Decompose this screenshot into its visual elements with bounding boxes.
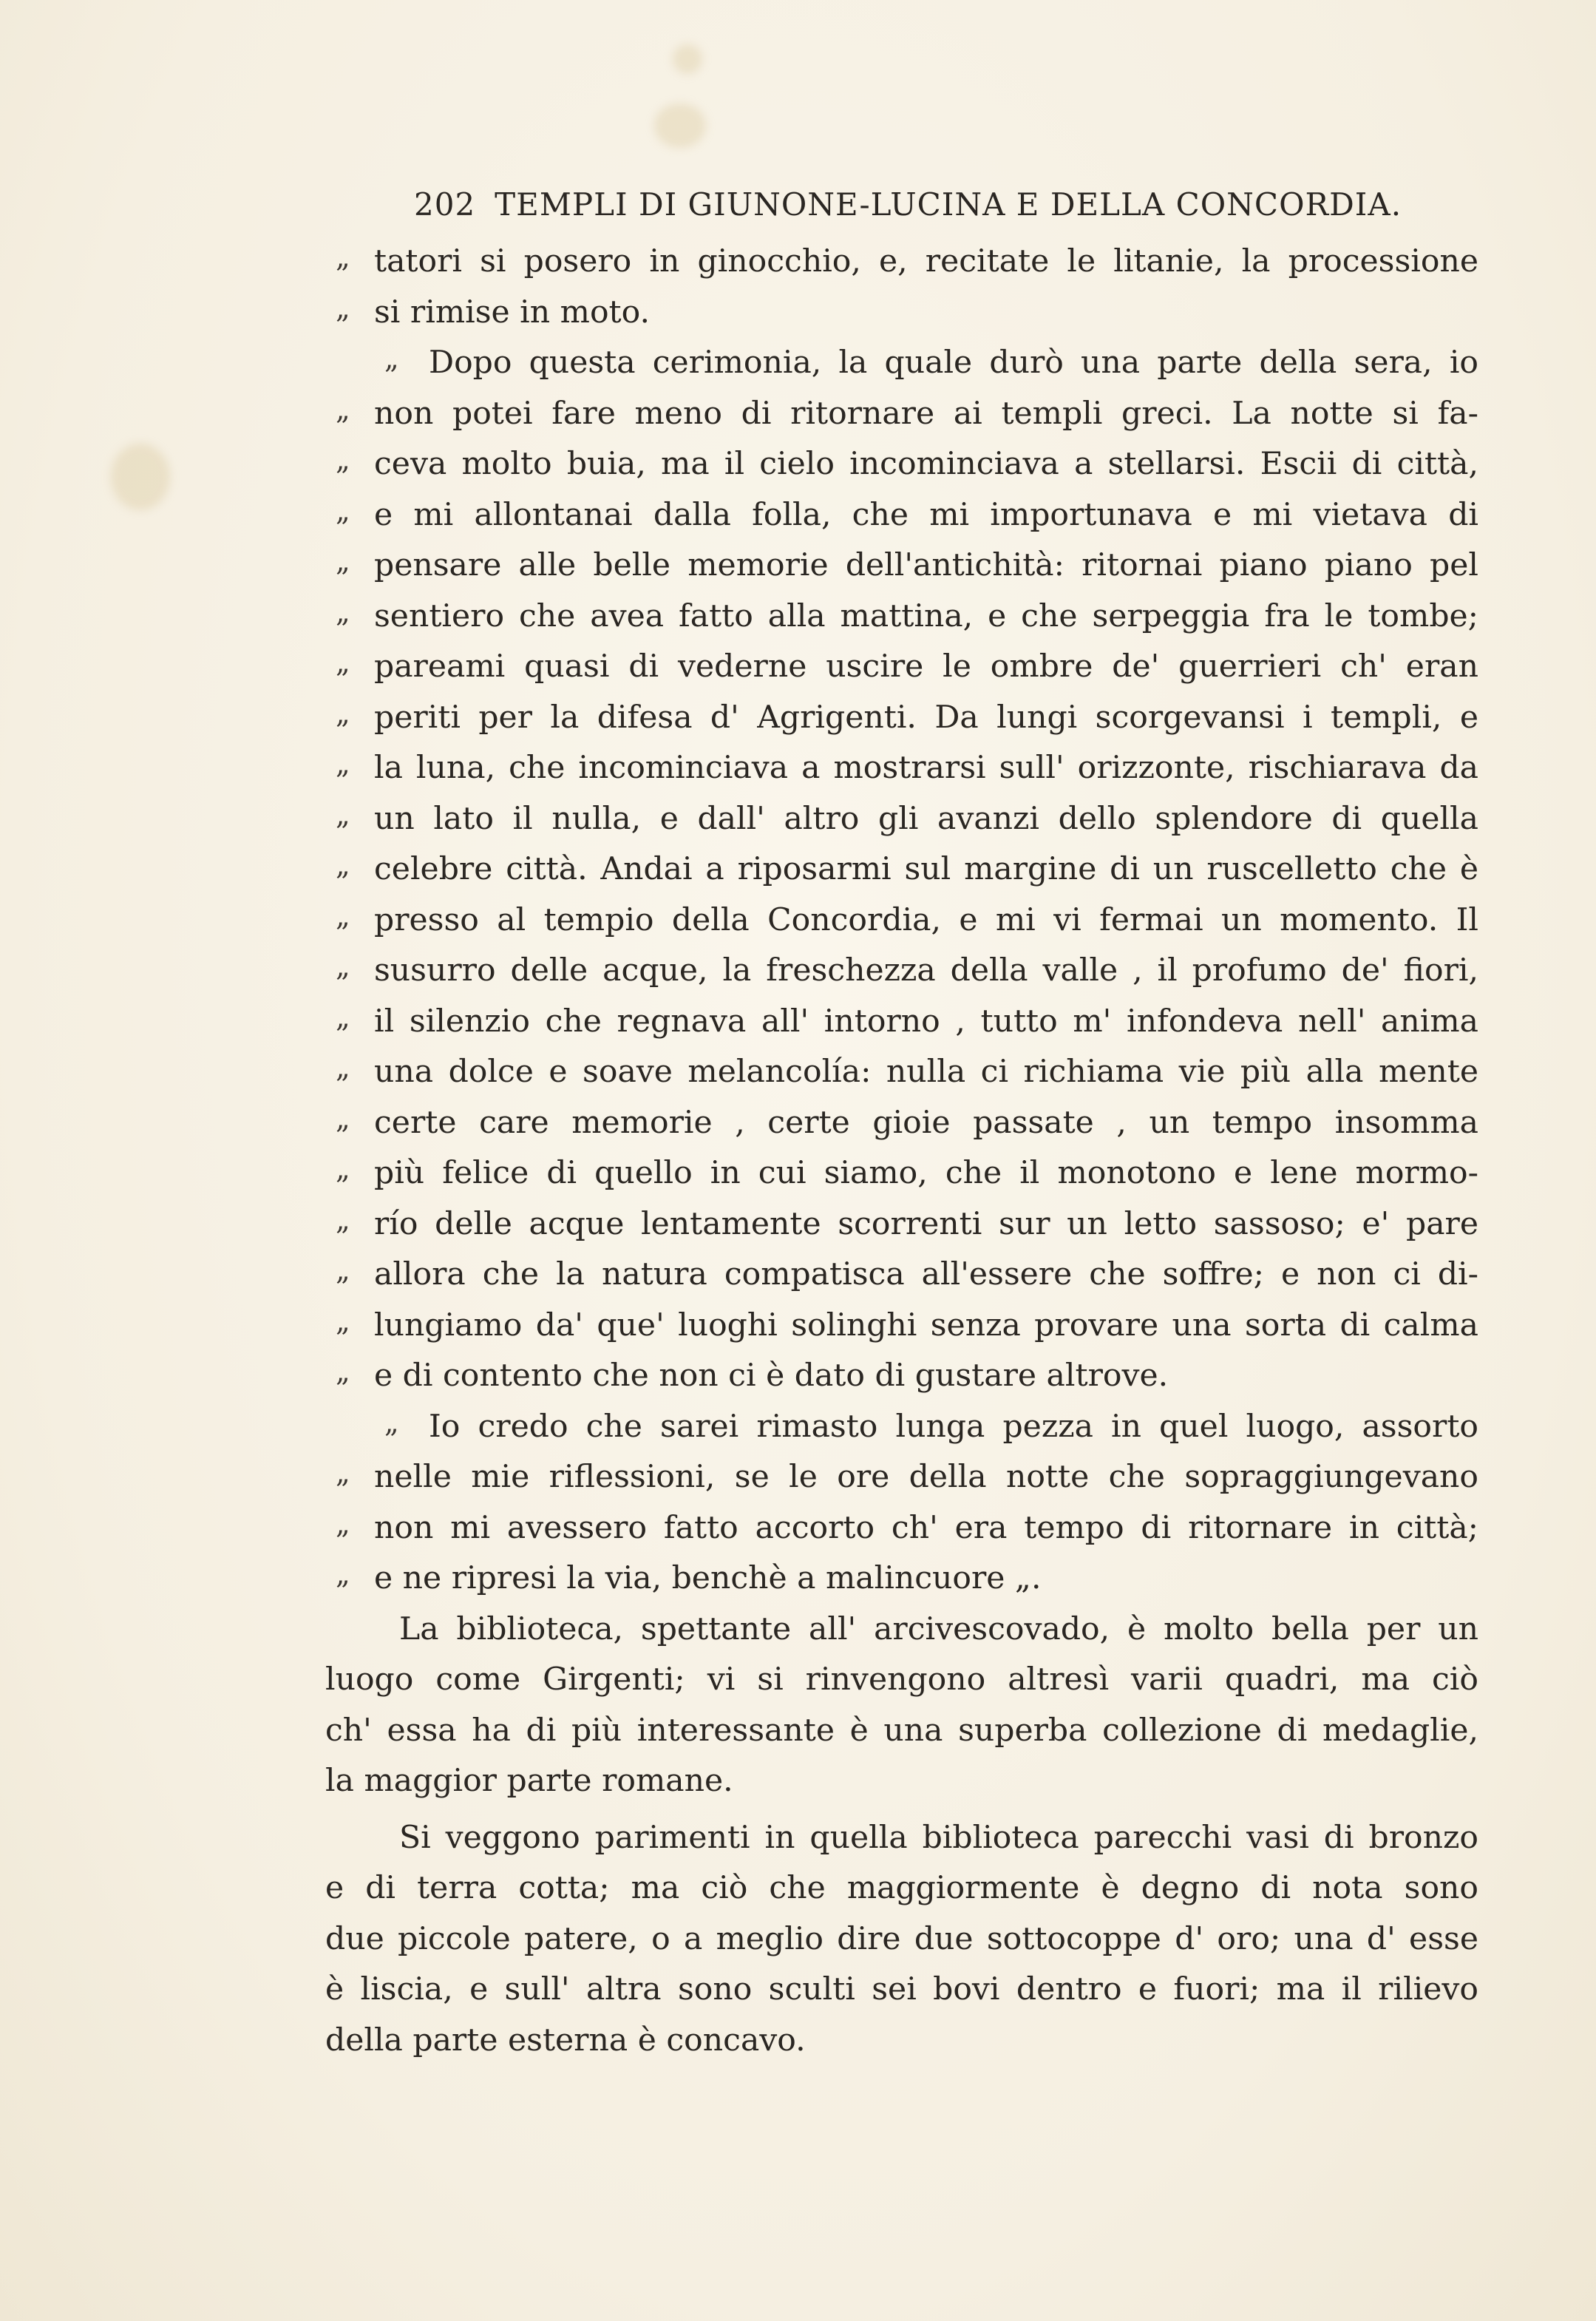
text-line: „ Dopo questa cerimonia, la quale durò una parte della sera, io [325,338,1478,389]
text-line: „ periti per la difesa d' Agrigenti. Da lungi scorgevansi i templi, e [325,693,1478,744]
text-line: „ non mi avessero fatto accorto ch' era tempo di ritornare in città; [325,1503,1478,1554]
text-line: „ pensare alle belle memorie dell'antichità: ritornai piano piano pel [325,541,1478,592]
text-line: della parte esterna è concavo. [325,2022,806,2059]
text-line: e di terra cotta; ma ciò che maggiormente è degno di nota sono [325,1870,1478,1906]
text-line: „ una dolce e soave melancolía: nulla ci richiama vie più alla mente [325,1047,1478,1098]
text-line: due piccole patere, o a meglio dire due sottocoppe d' oro; una d' esse [325,1920,1478,1957]
text-line: „ Io credo che sarei rimasto lunga pezza in quel luogo, assorto [325,1402,1478,1453]
text-line: „ più felice di quello in cui siamo, che il monotono e lene mormo- [325,1148,1478,1199]
page-number: 202 [414,186,476,223]
text-line: è liscia, e sull' altra sono sculti sei bovi dentro e fuori; ma il rilievo [325,1971,1478,2007]
text-line: „ ceva molto buia, ma il cielo incominciava a stellarsi. Escii di città, [325,439,1478,490]
body-text [325,237,1478,2066]
running-head [414,186,1405,234]
text-line: „ presso al tempio della Concordia, e mi vi fermai un momento. Il [325,895,1478,946]
text-line: „ e di contento che non ci è dato di gustare altrove. [325,1351,1478,1402]
paper-stain [673,44,702,74]
text-line: ch' essa ha di più interessante è una superba collezione di medaglie, [325,1712,1478,1749]
text-line: „ la luna, che incominciava a mostrarsi sull' orizzonte, rischiarava da [325,743,1478,794]
paper-stain [111,444,170,510]
text-line: „ tatori si posero in ginocchio, e, recitate le litanie, la processione [325,237,1478,288]
text-line: „ e mi allontanai dalla folla, che mi importunava e mi vietava di [325,490,1478,541]
text-line: „ un lato il nulla, e dall' altro gli avanzi dello splendore di quella [325,794,1478,845]
text-line: „ sentiero che avea fatto alla mattina, e che serpeggia fra le tombe; [325,592,1478,643]
text-line: „ nelle mie riflessioni, se le ore della notte che sopraggiungevano [325,1452,1478,1503]
text-line: „ celebre città. Andai a riposarmi sul margine di un ruscelletto che è [325,844,1478,895]
text-line: „ si rimise in moto. [325,288,1478,339]
text-line: „ e ne ripresi la via, benchè a malincuore „. [325,1553,1478,1605]
running-head-title: TEMPLI DI GIUNONE-LUCINA E DELLA CONCORDIA. [495,186,1402,223]
text-line: luogo come Girgenti; vi si rinvengono altresì varii quadri, ma ciò [325,1661,1478,1698]
text-line: „ certe care memorie , certe gioie passate , un tempo insomma [325,1098,1478,1149]
text-line: „ río delle acque lentamente scorrenti sur un letto sassoso; e' pare [325,1199,1478,1250]
text-line: La biblioteca, spettante all' arcivescovado, è molto bella per un [399,1610,1478,1647]
text-line: Si veggono parimenti in quella biblioteca parecchi vasi di bronzo [399,1819,1478,1856]
text-line: „ allora che la natura compatisca all'essere che soffre; e non ci di- [325,1250,1478,1301]
text-line: „ pareami quasi di vederne uscire le ombre de' guerrieri ch' eran [325,642,1478,693]
text-line: la maggior parte romane. [325,1763,733,1799]
text-line: „ non potei fare meno di ritornare ai templi greci. La notte si fa- [325,389,1478,440]
text-line: „ il silenzio che regnava all' intorno , tutto m' infondeva nell' anima [325,997,1478,1048]
text-line: „ lungiamo da' que' luoghi solinghi senza provare una sorta di calma [325,1301,1478,1352]
paper-stain [654,104,706,148]
text-line: „ susurro delle acque, la freschezza della valle , il profumo de' fiori, [325,946,1478,997]
